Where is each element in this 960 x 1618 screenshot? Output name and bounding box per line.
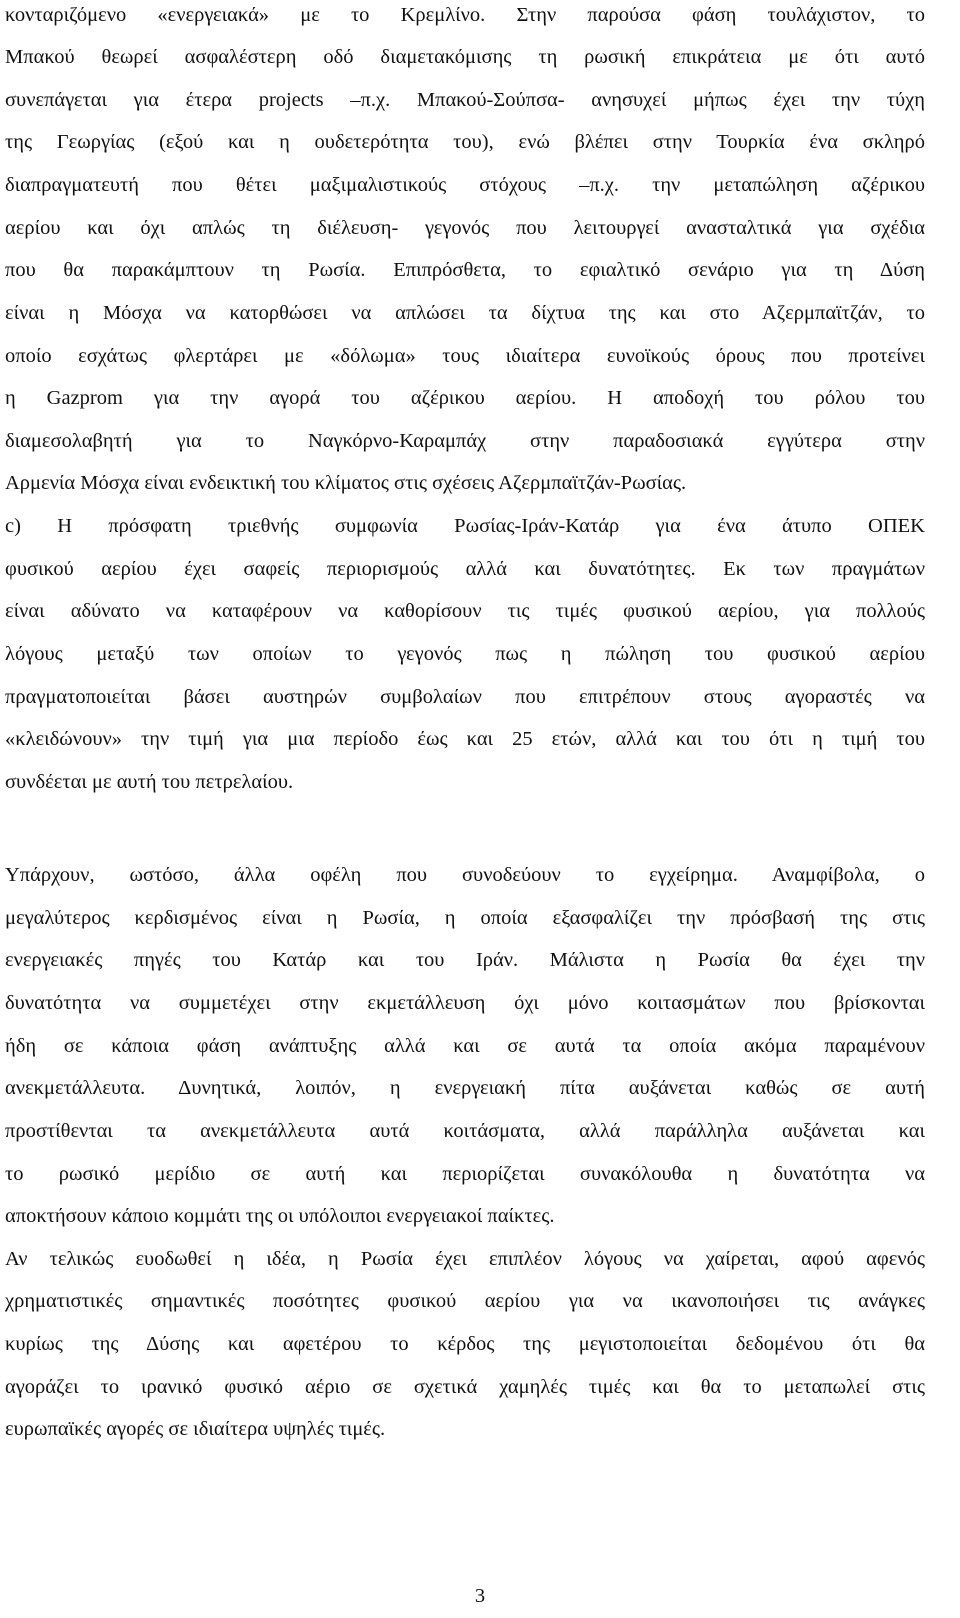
text-line: προστίθενται τα ανεκμετάλλευτα αυτά κοιτάσματα, αλλά παράλληλα αυξάνεται και — [5, 1120, 925, 1142]
text-line: δυνατότητα να συμμετέχει στην εκμετάλλευση όχι μόνο κοιτασμάτων που βρίσκονται — [5, 992, 925, 1014]
text-line: είναι αδύνατο να καταφέρουν να καθορίσουν τις τιμές φυσικού αερίου, για πολλούς — [5, 600, 925, 622]
text-line: το ρωσικό μερίδιο σε αυτή και περιορίζεται συνακόλουθα η δυνατότητα να — [5, 1163, 925, 1185]
text-line: οποίο εσχάτως φλερτάρει με «δόλωμα» τους ιδιαίτερα ευνοϊκούς όρους που προτείνει — [5, 345, 925, 367]
text-line: Υπάρχουν, ωστόσο, άλλα οφέλη που συνοδεύουν το εγχείρημα. Αναμφίβολα, ο — [5, 864, 925, 886]
text-line: διαμεσολαβητή για το Ναγκόρνο-Καραμπάχ στην παραδοσιακά εγγύτερα στην — [5, 430, 925, 452]
text-line: που θα παρακάμπτουν τη Ρωσία. Επιπρόσθετα, το εφιαλτικό σενάριο για τη Δύση — [5, 259, 925, 281]
text-line: ανεκμετάλλευτα. Δυνητικά, λοιπόν, η ενεργειακή πίτα αυξάνεται καθώς σε αυτή — [5, 1077, 925, 1099]
text-line: χρηματιστικές σημαντικές ποσότητες φυσικού αερίου για να ικανοποιήσει τις ανάγκες — [5, 1290, 925, 1312]
text-line: «κλειδώνουν» την τιμή για μια περίοδο έως και 25 ετών, αλλά και του ότι η τιμή του — [5, 728, 925, 750]
text-line: κυρίως της Δύσης και αφετέρου το κέρδος της μεγιστοποιείται δεδομένου ότι θα — [5, 1333, 925, 1355]
text-line: Μπακού θεωρεί ασφαλέστερη οδό διαμετακόμισης τη ρωσική επικράτεια με ότι αυτό — [5, 46, 925, 68]
text-line: διαπραγματευτή που θέτει μαξιμαλιστικούς στόχους –π.χ. την μεταπώληση αζέρικου — [5, 174, 925, 196]
text-line: αποκτήσουν κάποιο κομμάτι της οι υπόλοιποι ενεργειακοί παίκτες. — [5, 1205, 555, 1227]
text-line: ήδη σε κάποια φάση ανάπτυξης αλλά και σε αυτά τα οποία ακόμα παραμένουν — [5, 1035, 925, 1057]
text-line: πραγματοποιείται βάσει αυστηρών συμβολαίων που επιτρέπουν στους αγοραστές να — [5, 686, 925, 708]
text-line: c) Η πρόσφατη τριεθνής συμφωνία Ρωσίας-Ιράν-Κατάρ για ένα άτυπο ΟΠΕΚ — [5, 515, 925, 537]
text-line: αγοράζει το ιρανικό φυσικό αέριο σε σχετικά χαμηλές τιμές και θα το μεταπωλεί στις — [5, 1376, 925, 1398]
text-line: η Gazprom για την αγορά του αζέρικου αερίου. Η αποδοχή του ρόλου του — [5, 387, 925, 409]
text-line: ενεργειακές πηγές του Κατάρ και του Ιράν. Μάλιστα η Ρωσία θα έχει την — [5, 949, 925, 971]
text-line: κονταριζόμενο «ενεργειακά» με το Κρεμλίνο. Στην παρούσα φάση τουλάχιστον, το — [5, 4, 925, 26]
text-line: είναι η Μόσχα να κατορθώσει να απλώσει τα δίχτυα της και στο Αζερμπαϊτζάν, το — [5, 302, 925, 324]
text-line: Αρμενία Μόσχα είναι ενδεικτική του κλίματος στις σχέσεις Αζερμπαϊτζάν-Ρωσίας. — [5, 472, 687, 494]
page-number: 3 — [474, 1585, 486, 1607]
text-line: συνεπάγεται για έτερα projects –π.χ. Μπακού-Σούπσα- ανησυχεί μήπως έχει την τύχη — [5, 89, 925, 111]
text-line: αερίου και όχι απλώς τη διέλευση- γεγονός που λειτουργεί ανασταλτικά για σχέδια — [5, 217, 925, 239]
text-line: ευρωπαϊκές αγορές σε ιδιαίτερα υψηλές τιμές. — [5, 1418, 386, 1440]
text-line: φυσικού αερίου έχει σαφείς περιορισμούς αλλά και δυνατότητες. Εκ των πραγμάτων — [5, 558, 925, 580]
text-line: λόγους μεταξύ των οποίων το γεγονός πως η πώληση του φυσικού αερίου — [5, 643, 925, 665]
text-line: συνδέεται με αυτή του πετρελαίου. — [5, 771, 294, 793]
text-line: Αν τελικώς ευοδωθεί η ιδέα, η Ρωσία έχει επιπλέον λόγους να χαίρεται, αφού αφενός — [5, 1248, 925, 1270]
text-line: της Γεωργίας (εξού και η ουδετερότητα του), ενώ βλέπει στην Τουρκία ένα σκληρό — [5, 131, 925, 153]
text-line: μεγαλύτερος κερδισμένος είναι η Ρωσία, η οποία εξασφαλίζει την πρόσβασή της στις — [5, 907, 925, 929]
